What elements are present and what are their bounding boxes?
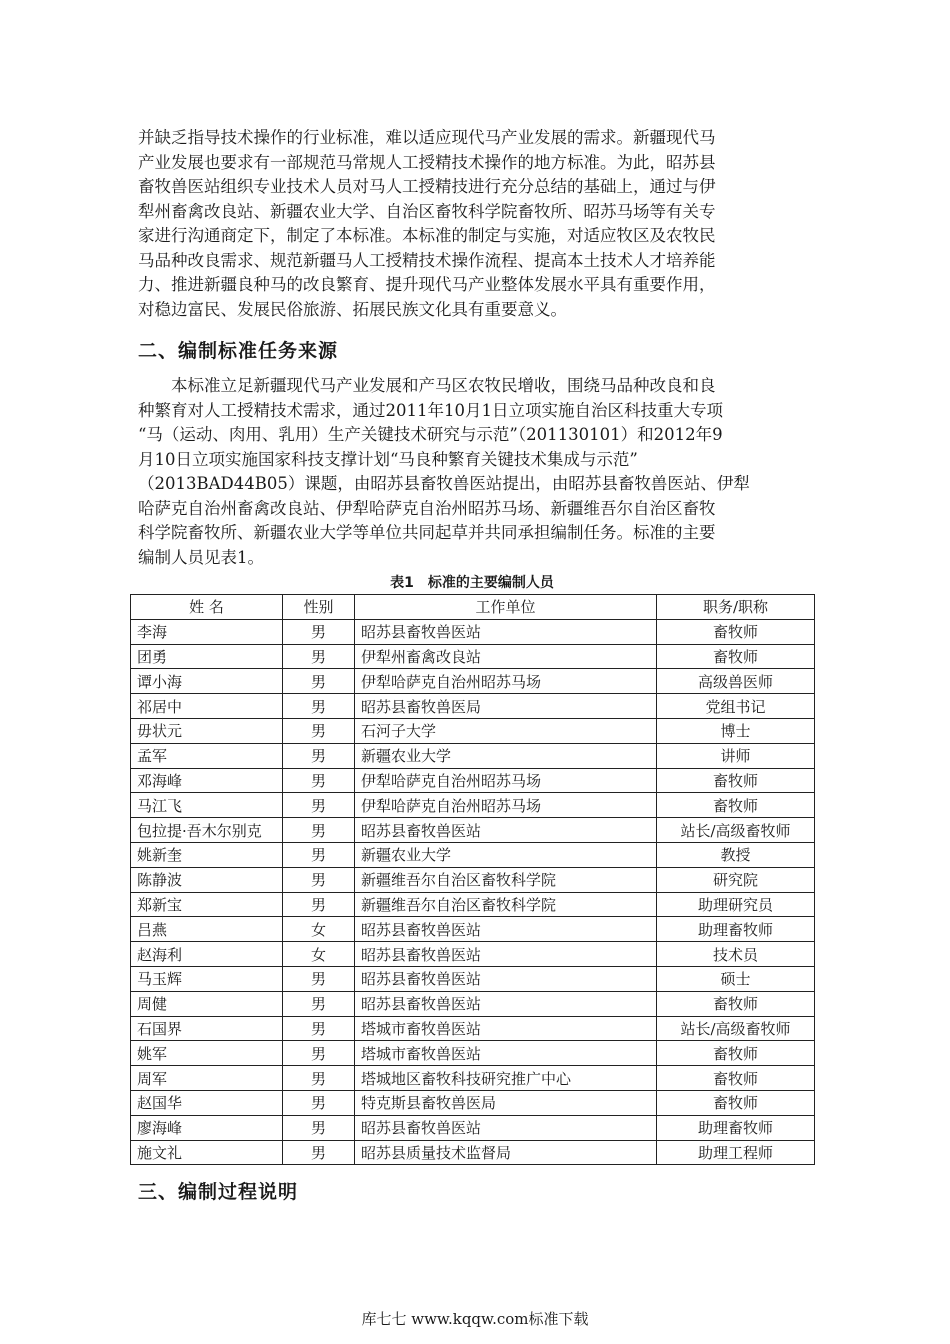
cell-sex: 男 (283, 644, 355, 669)
table-row (131, 694, 815, 719)
intro-paragraph (138, 126, 814, 322)
cell-name: 包拉提·吾木尔别克 (131, 818, 283, 843)
cell-name: 姚军 (131, 1041, 283, 1066)
cell-sex: 男 (283, 743, 355, 768)
table-row (131, 892, 815, 917)
cell-title: 助理畜牧师 (657, 917, 815, 942)
cell-sex: 男 (283, 1041, 355, 1066)
cell-sex: 女 (283, 917, 355, 942)
cell-sex: 男 (283, 1140, 355, 1165)
table-row (131, 768, 815, 793)
cell-name: 廖海峰 (131, 1115, 283, 1140)
cell-unit: 塔城市畜牧兽医站 (355, 1041, 657, 1066)
cell-title: 畜牧师 (657, 1066, 815, 1091)
cell-title: 畜牧师 (657, 644, 815, 669)
table-header-row (131, 595, 815, 620)
cell-name: 郑新宝 (131, 892, 283, 917)
table-row (131, 644, 815, 669)
cell-title: 硕士 (657, 966, 815, 991)
cell-unit: 昭苏县畜牧兽医站 (355, 917, 657, 942)
cell-unit: 特克斯县畜牧兽医局 (355, 1090, 657, 1115)
cell-title: 助理工程师 (657, 1140, 815, 1165)
cell-title: 畜牧师 (657, 991, 815, 1016)
cell-title: 技术员 (657, 942, 815, 967)
table-row (131, 867, 815, 892)
text-line: 对稳边富民、发展民俗旅游、拓展民族文化具有重要意义。 (138, 299, 567, 319)
table-row (131, 743, 815, 768)
cell-name: 祁居中 (131, 694, 283, 719)
header-title: 职务/职称 (657, 595, 815, 620)
text-line: 本标准立足新疆现代马产业发展和产马区农牧民增收，围绕马品种改良和良 (171, 376, 716, 395)
text-line: （2013BAD44B05）课题，由昭苏县畜牧兽医站提出，由昭苏县畜牧兽医站、伊犁 (138, 474, 750, 493)
cell-name: 周军 (131, 1066, 283, 1091)
table-row (131, 669, 815, 694)
table-row (131, 1016, 815, 1041)
cell-unit: 昭苏县畜牧兽医站 (355, 818, 657, 843)
table-row (131, 1066, 815, 1091)
cell-title: 畜牧师 (657, 793, 815, 818)
header-name: 姓 名 (131, 595, 283, 620)
cell-sex: 男 (283, 619, 355, 644)
table-row (131, 718, 815, 743)
staff-table (130, 594, 815, 1165)
cell-name: 周健 (131, 991, 283, 1016)
cell-sex: 男 (283, 1016, 355, 1041)
cell-sex: 男 (283, 718, 355, 743)
footer-watermark: 库七七 www.kqqw.com标准下载 (361, 1310, 589, 1328)
cell-sex: 男 (283, 842, 355, 867)
cell-sex: 男 (283, 1066, 355, 1091)
table-row (131, 966, 815, 991)
cell-unit: 塔城市畜牧兽医站 (355, 1016, 657, 1041)
cell-title: 讲师 (657, 743, 815, 768)
cell-unit: 石河子大学 (355, 718, 657, 743)
text-line: 马品种改良需求、规范新疆马人工授精技术操作流程、提高本土技术人才培养能 (138, 250, 716, 270)
cell-name: 吕燕 (131, 917, 283, 942)
cell-sex: 男 (283, 1115, 355, 1140)
cell-name: 谭小海 (131, 669, 283, 694)
table-row (131, 942, 815, 967)
cell-sex: 女 (283, 942, 355, 967)
cell-unit: 昭苏县畜牧兽医局 (355, 694, 657, 719)
cell-sex: 男 (283, 768, 355, 793)
text-line: 科学院畜牧所、新疆农业大学等单位共同起草并共同承担编制任务。标准的主要 (138, 523, 716, 542)
cell-title: 助理畜牧师 (657, 1115, 815, 1140)
table-row (131, 1115, 815, 1140)
cell-name: 孟军 (131, 743, 283, 768)
table-row (131, 842, 815, 867)
table-row (131, 793, 815, 818)
header-unit: 工作单位 (355, 595, 657, 620)
cell-unit: 伊犁哈萨克自治州昭苏马场 (355, 793, 657, 818)
cell-name: 施文礼 (131, 1140, 283, 1165)
cell-title: 高级兽医师 (657, 669, 815, 694)
header-sex: 性别 (283, 595, 355, 620)
cell-sex: 男 (283, 892, 355, 917)
cell-unit: 昭苏县畜牧兽医站 (355, 966, 657, 991)
table-row (131, 1090, 815, 1115)
cell-sex: 男 (283, 966, 355, 991)
cell-name: 团勇 (131, 644, 283, 669)
text-line: 月10日立项实施国家科技支撑计划“马良种繁育关键技术集成与示范” (138, 449, 638, 469)
cell-title: 畜牧师 (657, 1041, 815, 1066)
cell-name: 赵国华 (131, 1090, 283, 1115)
text-line: 并缺乏指导技术操作的行业标准，难以适应现代马产业发展的需求。新疆现代马 (138, 128, 716, 147)
text-line: 犁州畜禽改良站、新疆农业大学、自治区畜牧科学院畜牧所、昭苏马场等有关专 (138, 201, 716, 221)
text-line: 家进行沟通商定下，制定了本标准。本标准的制定与实施，对适应牧区及农牧民 (138, 226, 716, 245)
cell-name: 姚新奎 (131, 842, 283, 867)
cell-unit: 昭苏县畜牧兽医站 (355, 991, 657, 1016)
table-row (131, 1041, 815, 1066)
cell-name: 马江飞 (131, 793, 283, 818)
cell-title: 党组书记 (657, 694, 815, 719)
cell-unit: 伊犁哈萨克自治州昭苏马场 (355, 768, 657, 793)
cell-title: 教授 (657, 842, 815, 867)
table-row (131, 917, 815, 942)
cell-name: 石国界 (131, 1016, 283, 1041)
cell-title: 助理研究员 (657, 892, 815, 917)
cell-unit: 塔城地区畜牧科技研究推广中心 (355, 1066, 657, 1091)
text-line: 产业发展也要求有一部规范马常规人工授精技术操作的地方标准。为此，昭苏县 (138, 152, 716, 172)
cell-sex: 男 (283, 793, 355, 818)
table-row (131, 619, 815, 644)
text-line: 编制人员见表1。 (138, 547, 264, 567)
cell-name: 马玉辉 (131, 966, 283, 991)
text-line: 力、推进新疆良种马的改良繁育、提升现代马产业整体发展水平具有重要作用， (138, 275, 716, 294)
cell-title: 研究院 (657, 867, 815, 892)
cell-name: 陈静波 (131, 867, 283, 892)
cell-name: 赵海利 (131, 942, 283, 967)
cell-name: 邓海峰 (131, 768, 283, 793)
cell-unit: 昭苏县畜牧兽医站 (355, 942, 657, 967)
cell-unit: 伊犁州畜禽改良站 (355, 644, 657, 669)
cell-name: 毋状元 (131, 718, 283, 743)
cell-unit: 新疆农业大学 (355, 842, 657, 867)
cell-unit: 昭苏县畜牧兽医站 (355, 619, 657, 644)
section-heading-3: 三、编制过程说明 (138, 1181, 299, 1203)
text-line: 种繁育对人工授精技术需求，通过2011年10月1日立项实施自治区科技重大专项 (138, 400, 723, 420)
cell-title: 站长/高级畜牧师 (657, 1016, 815, 1041)
cell-sex: 男 (283, 694, 355, 719)
section2-paragraph (138, 374, 814, 570)
cell-title: 畜牧师 (657, 768, 815, 793)
table-caption: 表1 标准的主要编制人员 (390, 575, 554, 591)
cell-unit: 昭苏县质量技术监督局 (355, 1140, 657, 1165)
cell-unit: 新疆农业大学 (355, 743, 657, 768)
text-line: “马（运动、肉用、乳用）生产关键技术研究与示范”（201130101）和2012年9 (138, 425, 723, 444)
cell-sex: 男 (283, 669, 355, 694)
table-row (131, 1140, 815, 1165)
cell-title: 站长/高级畜牧师 (657, 818, 815, 843)
cell-unit: 昭苏县畜牧兽医站 (355, 1115, 657, 1140)
cell-sex: 男 (283, 991, 355, 1016)
cell-unit: 伊犁哈萨克自治州昭苏马场 (355, 669, 657, 694)
cell-unit: 新疆维吾尔自治区畜牧科学院 (355, 867, 657, 892)
cell-unit: 新疆维吾尔自治区畜牧科学院 (355, 892, 657, 917)
cell-sex: 男 (283, 867, 355, 892)
cell-sex: 男 (283, 1090, 355, 1115)
cell-title: 畜牧师 (657, 619, 815, 644)
cell-title: 畜牧师 (657, 1090, 815, 1115)
table-body (131, 619, 815, 1165)
section-heading-2: 二、编制标准任务来源 (138, 340, 339, 362)
text-line: 哈萨克自治州畜禽改良站、伊犁哈萨克自治州昭苏马场、新疆维吾尔自治区畜牧 (138, 498, 716, 518)
cell-sex: 男 (283, 818, 355, 843)
table-row (131, 991, 815, 1016)
table-row (131, 818, 815, 843)
text-line: 畜牧兽医站组织专业技术人员对马人工授精技进行充分总结的基础上，通过与伊 (138, 177, 716, 196)
cell-name: 李海 (131, 619, 283, 644)
cell-title: 博士 (657, 718, 815, 743)
